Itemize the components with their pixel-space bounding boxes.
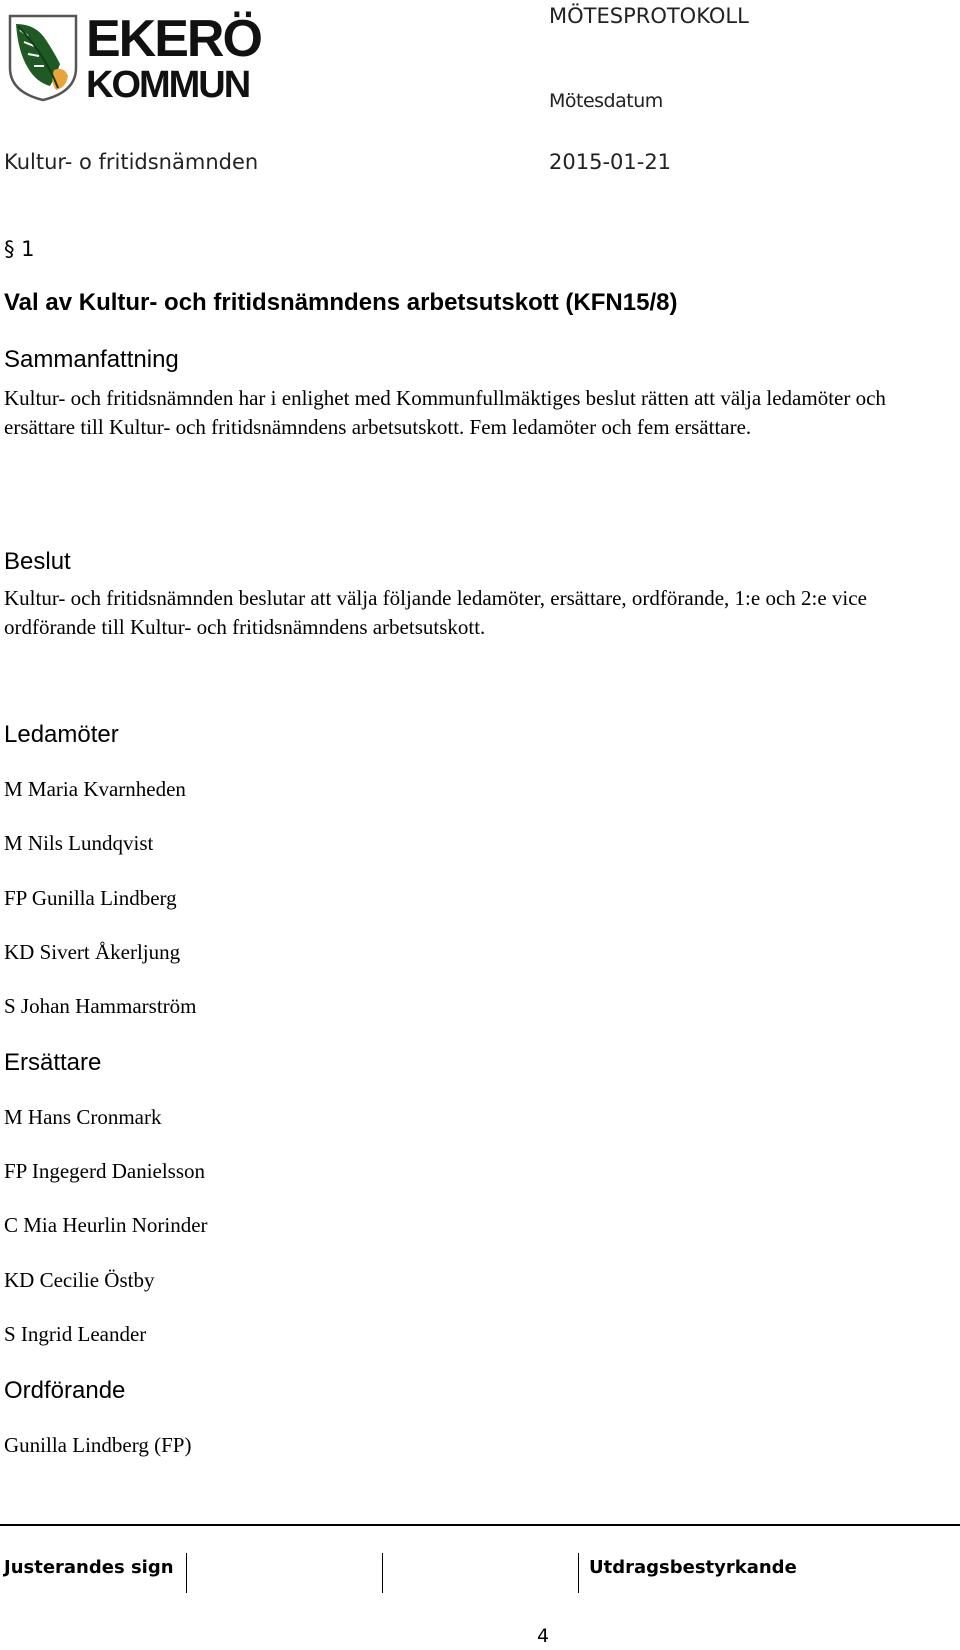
page-number: 4 <box>537 1625 550 1647</box>
logo-wordmark-line1: EKERÖ <box>86 10 261 68</box>
summary-text: Kultur- och fritidsnämnden har i enlighet med Kommunfullmäktiges beslut rätten att välja ledamöter och ersättare till Kultur- och fritidsnämndens arbetsutskott. Fem ledamöter och fem ersättare. <box>4 386 886 439</box>
signature-box-divider <box>186 1553 187 1593</box>
paragraph-number: § 1 <box>4 237 35 261</box>
document-type: MÖTESPROTOKOLL <box>549 4 749 28</box>
member-name: FP Gunilla Lindberg <box>4 886 177 910</box>
meeting-date-label: Mötesdatum <box>549 90 663 112</box>
chair-heading: Ordförande <box>4 1377 126 1404</box>
signature-label: Justerandes sign <box>4 1557 174 1578</box>
decision-text: Kultur- och fritidsnämnden beslutar att välja följande ledamöter, ersättare, ordförande, 1:e och 2:e vice ordförande till Kultur- och fritidsnämndens arbetsutskott. <box>4 586 867 639</box>
chair-name: Gunilla Lindberg (FP) <box>4 1433 192 1457</box>
footer-divider <box>0 1524 960 1526</box>
substitute-name: FP Ingegerd Danielsson <box>4 1159 206 1183</box>
oak-leaf-shield-icon <box>10 16 76 100</box>
ekero-kommun-logo <box>6 6 276 102</box>
signature-box-divider <box>382 1553 383 1593</box>
logo-wordmark-line2: KOMMUN <box>86 64 250 102</box>
meeting-date: 2015-01-21 <box>549 150 672 174</box>
member-name: S Johan Hammarström <box>4 994 197 1018</box>
committee-name: Kultur- o fritidsnämnden <box>4 150 259 174</box>
substitute-name: C Mia Heurlin Norinder <box>4 1213 208 1237</box>
member-name: M Maria Kvarnheden <box>4 777 186 801</box>
substitute-name: S Ingrid Leander <box>4 1322 147 1346</box>
members-heading: Ledamöter <box>4 721 119 748</box>
substitutes-heading: Ersättare <box>4 1049 102 1076</box>
substitute-name: M Hans Cronmark <box>4 1105 162 1129</box>
substitute-name: KD Cecilie Östby <box>4 1268 155 1292</box>
signature-box-divider <box>578 1553 579 1593</box>
member-name: KD Sivert Åkerljung <box>4 940 181 964</box>
decision-heading: Beslut <box>4 548 71 575</box>
summary-heading: Sammanfattning <box>4 346 179 373</box>
certification-label: Utdragsbestyrkande <box>589 1557 797 1578</box>
item-title: Val av Kultur- och fritidsnämndens arbetsutskott (KFN15/8) <box>4 289 678 316</box>
member-name: M Nils Lundqvist <box>4 831 154 855</box>
